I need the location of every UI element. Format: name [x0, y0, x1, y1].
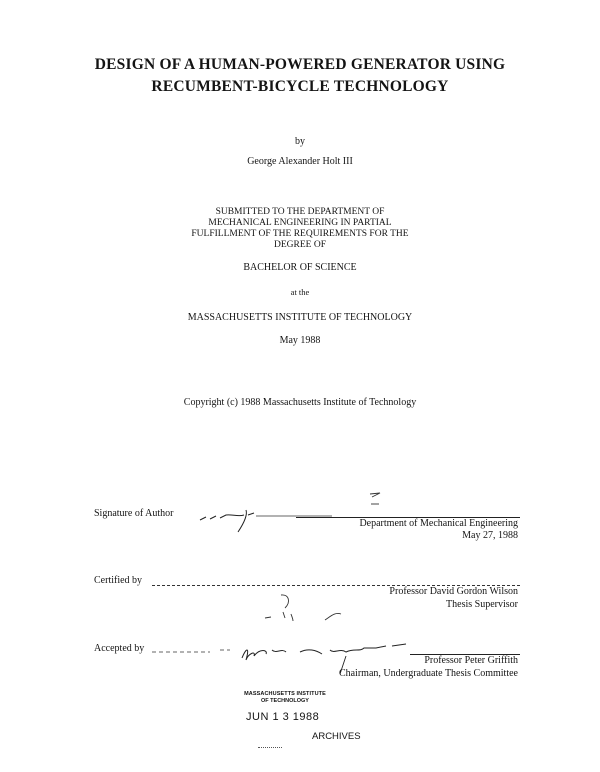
stamp-technology: OF TECHNOLOGY — [261, 698, 309, 704]
submission-date: May 1988 — [279, 335, 321, 346]
by-text: by — [295, 136, 305, 147]
stamp-archives: ARCHIVES — [312, 731, 361, 742]
mark-icon — [366, 488, 388, 510]
at-the-text: at the — [290, 287, 310, 297]
accepted-by-label: Accepted by — [94, 643, 145, 654]
supervisor-name: Professor David Gordon Wilson — [389, 586, 518, 597]
degree-name: BACHELOR OF SCIENCE — [243, 262, 357, 273]
supervisor-signature — [255, 590, 365, 624]
submission-line-3: FULFILLMENT OF THE REQUIREMENTS FOR THE — [191, 229, 409, 239]
author-name: George Alexander Holt III — [247, 156, 353, 167]
submission-line-4: DEGREE OF — [274, 240, 326, 250]
thesis-title-line-2: RECUMBENT-BICYCLE TECHNOLOGY — [151, 78, 449, 95]
stamp-mark — [258, 747, 282, 748]
author-department: Department of Mechanical Engineering — [359, 518, 518, 529]
supervisor-title: Thesis Supervisor — [446, 599, 518, 610]
thesis-title-line-1: DESIGN OF A HUMAN-POWERED GENERATOR USING — [94, 56, 506, 73]
chairman-name: Professor Peter Griffith — [424, 655, 518, 666]
stamp-institute: MASSACHUSETTS INSTITUTE — [244, 691, 326, 697]
chairman-title: Chairman, Undergraduate Thesis Committee — [338, 668, 518, 679]
copyright-notice: Copyright (c) 1988 Massachusetts Institute of Technology — [183, 397, 417, 408]
institution-name: MASSACHUSETTS INSTITUTE OF TECHNOLOGY — [187, 312, 413, 323]
author-signature-label: Signature of Author — [94, 508, 174, 519]
certified-by-label: Certified by — [94, 575, 143, 586]
submission-line-2: MECHANICAL ENGINEERING IN PARTIAL — [208, 218, 392, 228]
submission-line-1: SUBMITTED TO THE DEPARTMENT OF — [215, 207, 385, 217]
stamp-date: JUN 1 3 1988 — [246, 711, 320, 723]
author-sign-date: May 27, 1988 — [462, 530, 518, 541]
